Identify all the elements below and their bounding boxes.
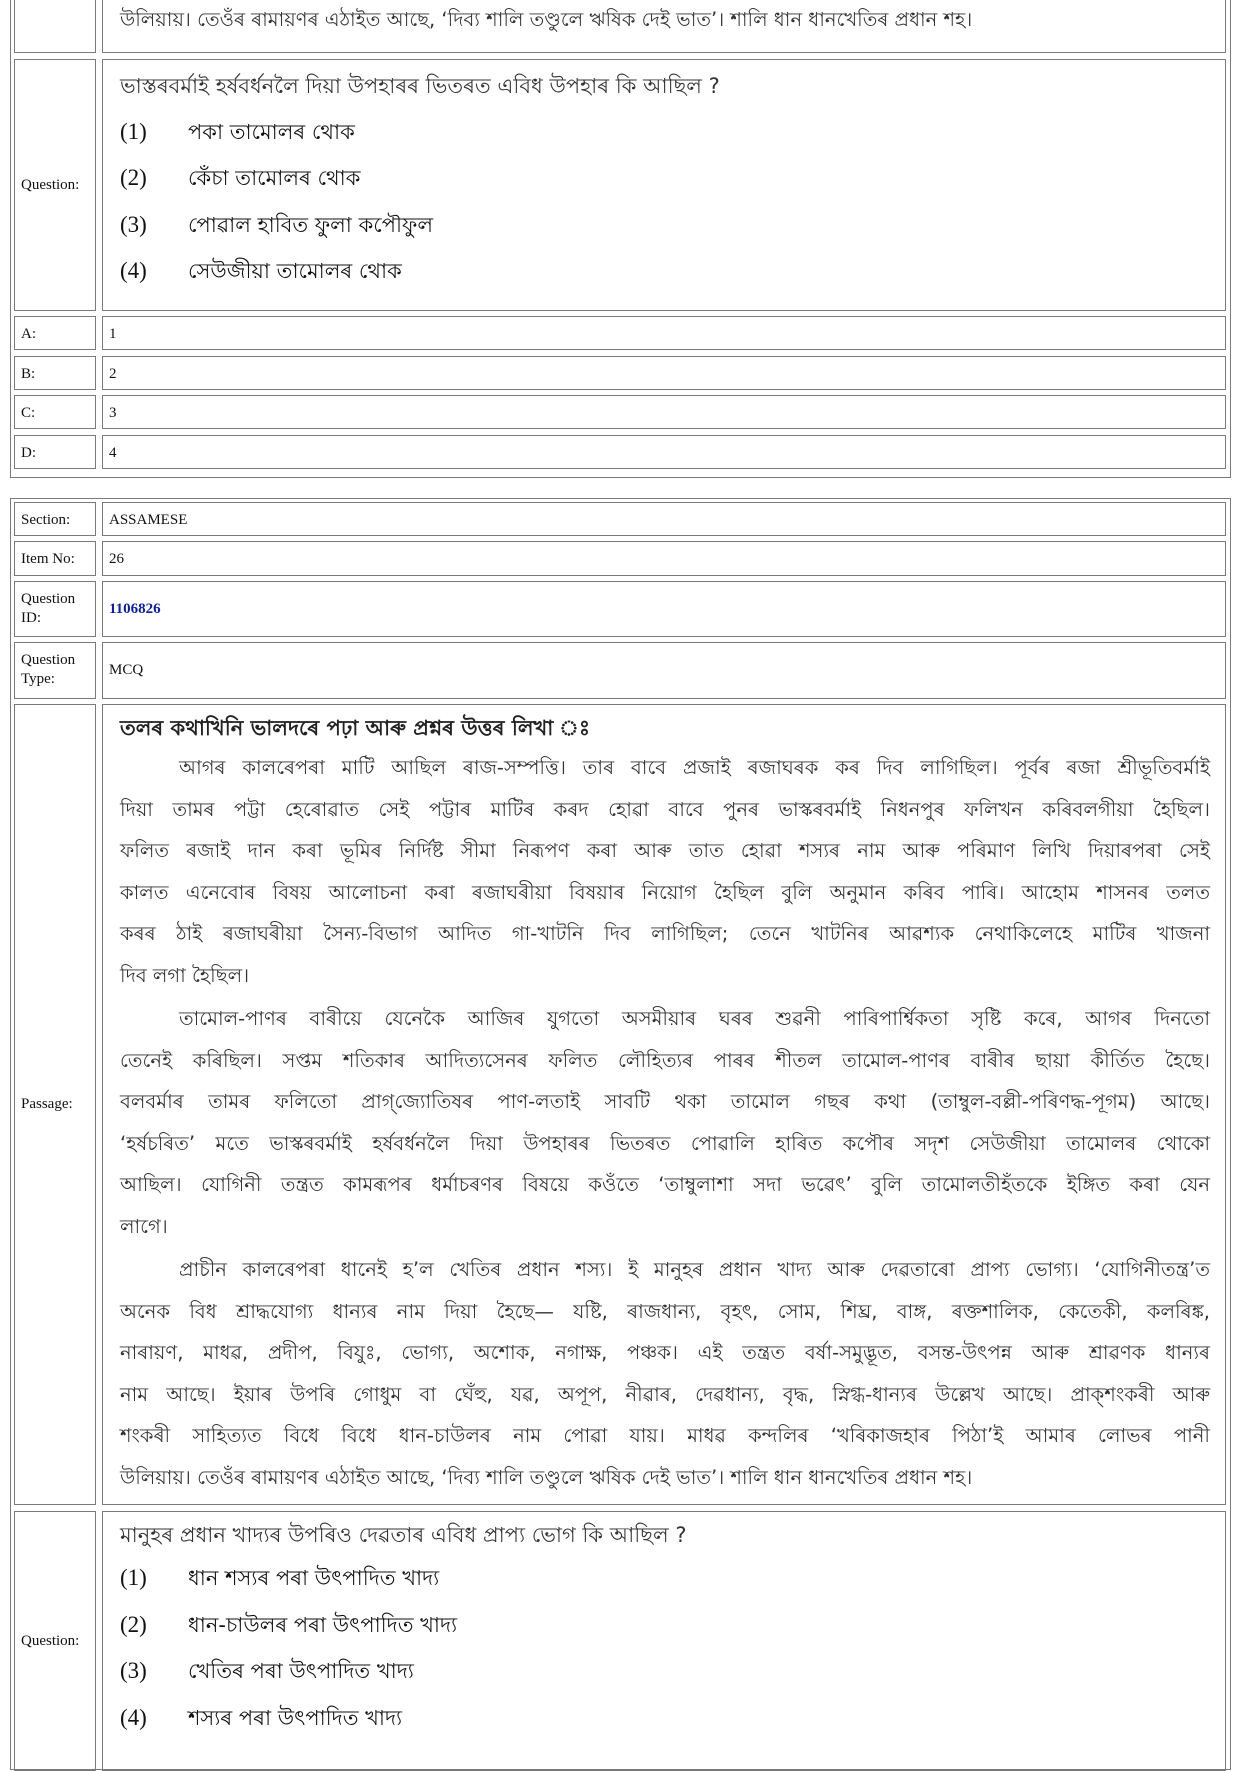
section-label: Section:: [14, 502, 96, 536]
section-value: ASSAMESE: [102, 502, 1226, 536]
option-1: (1) পকা তামোলৰ থোক: [120, 119, 355, 144]
prev-item-block: [10, 0, 1231, 478]
question-label: Question:: [14, 59, 96, 311]
question-cell: [102, 1511, 1226, 1771]
option-3: (3) খেতিৰ পৰা উৎপাদিত খাদ্য: [120, 1658, 414, 1683]
passage-line: অনেক বিধ শ্ৰাদ্ধযোগ্য ধান্যৰ নাম দিয়া হৈছে— যষ্টি, ৰাজধান্য, বৃহৎ, সোম, শিঘ্ৰ, বাঙ্গ, ৰক্তশালিক, কেতেকী, কলৰিঙ্ক,: [120, 1299, 1210, 1323]
passage-heading: তলৰ কথাখিনি ভালদৰে পঢ়া আৰু প্ৰশ্নৰ উত্তৰ লিখা ঃ: [120, 716, 591, 740]
question-type-value: MCQ: [109, 662, 144, 678]
answer-b-value: 2: [102, 356, 1226, 390]
passage-tail-text: উলিয়ায়। তেওঁৰ ৰামায়ণৰ এঠাইত আছে, ‘দিব্য শালি তণ্ডুলে ঋষিক দেই ভাত’। শালি ধান ধানখেতিৰ প্ৰধান শহ।: [120, 8, 973, 31]
passage-line: কালত এনেবোৰ বিষয় আলোচনা কৰা ৰজাঘৰীয়া বিষয়াৰ নিয়োগ হৈছিল বুলি অনুমান কৰিব পাৰি। আহোম শাসনৰ তলত: [120, 880, 1210, 904]
question-id-label: Question ID:: [14, 581, 96, 637]
answer-a-label: A:: [14, 316, 96, 350]
answer-b-label: B:: [14, 356, 96, 390]
passage-line: দিব লগা হৈছিল।: [120, 963, 250, 987]
passage-tail-cell: [102, 0, 1226, 53]
option-3: (3) পোৱাল হাবিত ফুলা কপৌফুল: [120, 212, 433, 237]
question-type-label: Question Type:: [14, 642, 96, 699]
passage-line: তেনেই কৰিছিল। সপ্তম শতিকাৰ আদিত্যসেনৰ ফলিত লৌহিত্যৰ পাৰৰ শীতল তামোল-পাণৰ বাৰীৰ ছায়া কীৰ্তিত হৈছে।: [120, 1048, 1210, 1072]
question-text: মানুহৰ প্ৰধান খাদ্যৰ উপৰিও দেৱতাৰ এবিধ প্ৰাপ্য ভোগ কি আছিল ?: [120, 1523, 687, 1547]
item-no-label: Item No:: [14, 541, 96, 576]
passage-line: শংকৰী সাহিত্যত বিধে বিধে ধান-চাউলৰ নাম পোৱা যায়। মাধৱ কন্দলিৰ ‘খৰিকাজহাৰ পিঠা’ই আমাৰ লোভৰ পানী: [120, 1424, 1210, 1447]
passage-line: আছিল। যোগিনী তন্ত্ৰত কামৰূপৰ ধৰ্মাচৰণৰ বিষয়ে কওঁতে ‘তাম্বুলাশা সদা ভৱেৎ’ বুলি তামোলতীহঁতকে ইঙ্গিত কৰা যেন: [120, 1173, 1210, 1196]
question-id-value: 1106826: [109, 600, 161, 617]
answer-d-label: D:: [14, 435, 96, 469]
question-text: ভাস্তৰবৰ্মাই হৰ্ষবৰ্ধনলৈ দিয়া উপহাৰৰ ভিতৰত এবিধ উপহাৰ কি আছিল ?: [120, 74, 720, 98]
option-2: (2) কেঁচা তামোলৰ থোক: [120, 165, 361, 190]
passage-cell: [102, 704, 1226, 1505]
answer-c-value: 3: [102, 395, 1226, 429]
option-2: (2) ধান-চাউলৰ পৰা উৎপাদিত খাদ্য: [120, 1612, 458, 1637]
answer-d-value: 4: [102, 435, 1226, 469]
question-label: Question:: [14, 1511, 96, 1771]
passage-label-cell: [14, 0, 96, 53]
passage-line: ফলিত ৰজাই দান কৰা ভূমিৰ নিৰ্দিষ্ট সীমা নিৰূপণ কৰা আৰু তাত হোৱা শস্যৰ নাম আৰু পৰিমাণ লিখি দিয়াৰপৰা সেই: [120, 839, 1210, 862]
passage-line: দিয়া তামৰ পট্টা হেৰোৱাত সেই পট্টাৰ মাটিৰ কৰদ হোৱা বাবে পুনৰ ভাস্কৰবৰ্মাই নিধনপুৰ ফলিখন কৰিবলগীয়া হৈছিল।: [120, 797, 1210, 821]
passage-line: তামোল-পাণৰ বাৰীয়ে যেনেকৈ আজিৰ যুগতো অসমীয়াৰ ঘৰৰ শুৱনী পাৰিপাৰ্শ্বিকতা সৃষ্টি কৰে, আগৰ দিনতো: [179, 1007, 1210, 1030]
passage-line: বলবৰ্মাৰ তামৰ ফলিতো প্ৰাগ্‌জ্যোতিষৰ পাণ-লতাই সাবটি থকা তামোল গছৰ কথা (তাম্বুল-বল্লী-পৰিণদ্ধ-পূগম) আছে।: [120, 1090, 1210, 1113]
item-block: [10, 498, 1231, 1770]
item-no-value: 26: [102, 541, 1226, 576]
question-id-cell: [102, 581, 1226, 637]
passage-line: নাম আছে। ইয়াৰ উপৰি গোধুম বা ঘেঁহু, যৱ, অপূপ, নীৱাৰ, দেৱধান্য, বৃদ্ধ, স্নিগ্ধ-ধান্যৰ উল্লেখ আছে। প্ৰাক্‌শংকৰী আৰু: [120, 1382, 1210, 1406]
passage-line: নাৰায়ণ, মাধৱ, প্ৰদীপ, বিযুঃ, ভোগ্য, অশোক, নগাক্ষ, পঞ্চক। এই তন্ত্ৰত বৰ্ষা-সমুদ্ভূত, বসন্ত-উৎপন্ন আৰু শ্ৰাৱণক ধান্যৰ: [120, 1341, 1210, 1364]
answer-a-value: 1: [102, 316, 1226, 350]
passage-line: ‘হৰ্ষচৰিত’ মতে ভাস্কৰবৰ্মাই হৰ্ষবৰ্ধনলৈ দিয়া উপহাৰৰ ভিতৰত পোৱালি হাৰিত কপৌৰ সদৃশ সেউজীয়া তামোলৰ থোকো: [120, 1131, 1210, 1155]
option-1: (1) ধান শস্যৰ পৰা উৎপাদিত খাদ্য: [120, 1565, 440, 1590]
question-type-cell: [102, 642, 1226, 699]
passage-line: কৰৰ ঠাই ৰজাঘৰীয়া সৈন্য-বিভাগ আদিত গা-খাটনি দিব লাগিছিল; তেনে খাটনিৰ আৱশ্যক নেথাকিলেহে মাটিৰ খাজনা: [120, 922, 1210, 945]
option-4: (4) সেউজীয়া তামোলৰ থোক: [120, 258, 402, 283]
question-cell: [102, 59, 1226, 311]
answer-c-label: C:: [14, 395, 96, 429]
passage-line: প্ৰাচীন কালৰেপৰা ধানেই হ’ল খেতিৰ প্ৰধান শস্য। ই মানুহৰ প্ৰধান খাদ্য আৰু দেৱতাৰো প্ৰাপ্য ভোগ্য। ‘যোগিনীতন্ত্ৰ’ত: [179, 1258, 1210, 1281]
option-4: (4) শস্যৰ পৰা উৎপাদিত খাদ্য: [120, 1705, 403, 1730]
passage-label: Passage:: [14, 704, 96, 1505]
passage-line: আগৰ কালৰেপৰা মাটি আছিল ৰাজ-সম্পত্তি। তাৰ বাবে প্ৰজাই ৰজাঘৰক কৰ দিব লাগিছিল। পূৰ্বৰ ৰজা শ্ৰীভূতিবৰ্মাই: [179, 756, 1210, 779]
passage-line: উলিয়ায়। তেওঁৰ ৰামায়ণৰ এঠাইত আছে, ‘দিব্য শালি তণ্ডুলে ঋষিক দেই ভাত’। শালি ধান ধানখেতিৰ প্ৰধান শহ।: [120, 1465, 973, 1489]
passage-line: লাগে।: [120, 1214, 168, 1238]
